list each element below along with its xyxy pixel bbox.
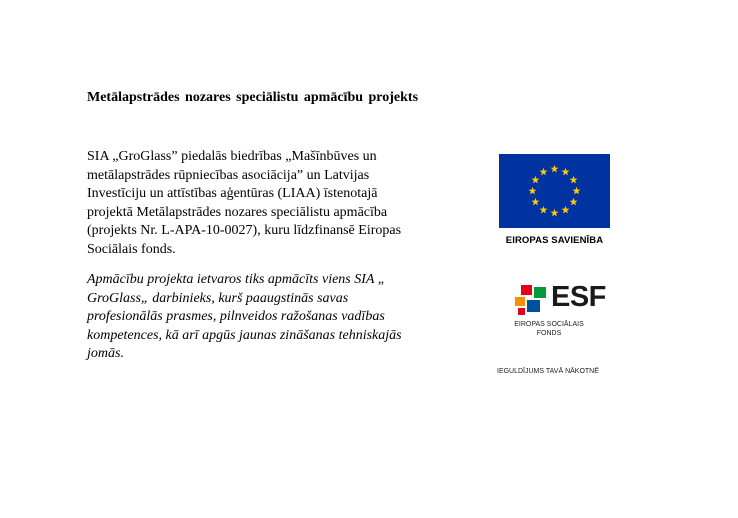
text-line: profesionālās prasmes, pilnveidos ražošanas vadības xyxy=(87,309,385,325)
esf-subtitle-line: EIROPAS SOCIĀLAIS xyxy=(514,321,584,328)
text-line: (projekts Nr. L-APA-10-0027), kuru līdzfinansē Eiropas xyxy=(87,223,402,239)
esf-subtitle xyxy=(509,321,589,338)
text-line: projektā Metālapstrādes nozares speciālistu apmācība xyxy=(87,204,388,220)
esf-logo-text: ESF xyxy=(551,281,606,313)
esf-subtitle-line: FONDS xyxy=(536,329,562,337)
text-line: jomās. xyxy=(87,346,124,362)
document-title: Metālapstrādes nozares speciālistu apmācību projekts xyxy=(87,90,419,105)
text-line: Sociālais fonds. xyxy=(87,241,176,257)
text-line: GroGlass„ darbinieks, kurš paaugstinās savas xyxy=(87,290,349,306)
text-line: Investīciju un attīstības aģentūras (LIAA) īstenotajā xyxy=(87,186,378,202)
text-line: Apmācību projekta ietvaros tiks apmācīts viens SIA „ xyxy=(87,272,386,287)
text-line: SIA „GroGlass” piedalās biedrības „Mašīnbūves un xyxy=(87,149,377,164)
eu-flag-icon xyxy=(499,154,610,228)
text-line: metālapstrādes rūpniecības asociācija” un Latvijas xyxy=(87,167,370,183)
esf-motto: IEGULDĪJUMS TAVĀ NĀKOTNĒ xyxy=(497,368,599,375)
training-description xyxy=(87,271,467,364)
eu-label: EIROPAS SAVIENĪBA xyxy=(505,235,604,246)
project-description xyxy=(87,148,467,260)
text-line: kompetences, kā arī apgūs jaunas zināšanas tehniskajās xyxy=(87,327,402,343)
esf-logo-icon xyxy=(515,285,549,317)
